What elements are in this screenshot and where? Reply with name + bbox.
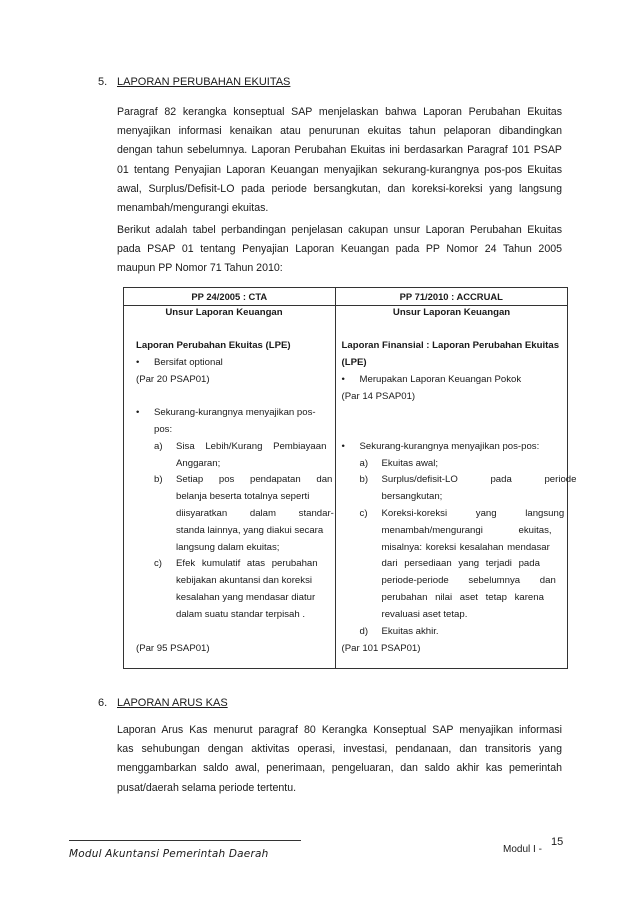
right-item-c-cont6: revaluasi aset tetap. (381, 609, 468, 620)
left-label-c: c) (154, 558, 162, 569)
left-item-a: Sisa Lebih/Kurang Pembiayaan (176, 441, 327, 452)
left-ref-par95: (Par 95 PSAP01) (136, 643, 210, 654)
right-item-b-cont: bersangkutan; (381, 491, 443, 502)
right-item-d: Ekuitas akhir. (381, 626, 439, 637)
left-bullet: • (136, 357, 140, 368)
right-label-a: a) (359, 458, 369, 469)
right-bullet: • (341, 374, 345, 385)
left-subheader: Unsur Laporan Keuangan (165, 307, 283, 318)
section-5-title: LAPORAN PERUBAHAN EKUITAS (117, 76, 291, 88)
table-cell-left (124, 306, 336, 669)
footer-module-label: Modul I - (503, 844, 542, 855)
right-item-b: Surplus/defisit-LO pada periode (381, 474, 577, 485)
right-label-d: d) (359, 626, 369, 637)
section-6-paragraph-1: Laporan Arus Kas menurut paragraf 80 Kerangka Konseptual SAP menyajikan informasi kas sehubungan dengan aktivitas operasi, investasi, pendanaan, dan transitoris yang menggambarkan saldo awal, penerimaan, pengeluaran, dan saldo akhir kas pemerintah pusat/daerah selama periode tertentu. (117, 724, 562, 794)
table-header-left: PP 24/2005 : CTA (124, 288, 336, 306)
left-item-a-cont: Anggaran; (176, 458, 221, 469)
right-item-c-cont3: dari persediaan yang terjadi pada (381, 558, 540, 569)
right-item-pokok: Merupakan Laporan Keuangan Pokok (359, 374, 522, 385)
section-5-number: 5. (98, 76, 108, 88)
left-item-b: Setiap pos pendapatan dan (176, 474, 333, 485)
left-item-b-cont4: langsung dalam ekuitas; (176, 542, 280, 553)
right-item-a: Ekuitas awal; (381, 458, 439, 469)
section-6-title: LAPORAN ARUS KAS (117, 697, 228, 709)
right-lpe-title-cont: (LPE) (341, 357, 367, 368)
table-cell-right (335, 306, 577, 669)
right-item-c-cont4: periode-periode sebelumnya dan (381, 575, 556, 586)
page-number: 15 (551, 836, 564, 848)
left-ref-par20: (Par 20 PSAP01) (136, 374, 210, 385)
footer-rule (69, 840, 301, 841)
table-header-right: PP 71/2010 : ACCRUAL (335, 288, 567, 306)
footer-module-title: Modul Akuntansi Pemerintah Daerah (69, 848, 269, 860)
right-item-minimum: Sekurang-kurangnya menyajikan pos-pos: (359, 441, 540, 452)
right-item-c-cont5: perubahan nilai aset tetap karena (381, 592, 544, 603)
left-item-b-cont3: standa lainnya, yang diakui secara (176, 525, 324, 536)
right-label-c: c) (359, 508, 368, 519)
left-label-a: a) (154, 441, 163, 452)
right-bullet: • (341, 441, 345, 452)
right-ref-par14: (Par 14 PSAP01) (341, 391, 416, 402)
right-ref-par101: (Par 101 PSAP01) (341, 643, 421, 654)
left-item-b-cont2: diisyaratkan dalam standar- (176, 508, 334, 519)
left-bullet: • (136, 407, 140, 418)
right-lpe-title: Laporan Finansial : Laporan Perubahan Ekuitas (341, 340, 560, 351)
left-item-b-cont1: belanja beserta totalnya seperti (176, 491, 310, 502)
right-item-c-cont2: misalnya: koreksi kesalahan mendasar (381, 542, 550, 553)
right-item-c-cont1: menambah/mengurangi ekuitas, (381, 525, 552, 536)
left-item-c-cont3: dalam suatu standar terpisah . (176, 609, 306, 620)
left-item-minimum: Sekurang-kurangnya menyajikan pos- (154, 407, 316, 418)
left-label-b: b) (154, 474, 163, 485)
comparison-table (123, 287, 577, 669)
right-label-b: b) (359, 474, 369, 485)
left-item-c-cont2: kesalahan yang mendasar diatur (176, 592, 316, 603)
section-6-number: 6. (98, 697, 108, 709)
right-subheader: Unsur Laporan Keuangan (392, 307, 511, 318)
section-5-paragraph-2: Berikut adalah tabel perbandingan penjelasan cakupan unsur Laporan Perubahan Ekuitas pada PSAP 01 tentang Penyajian Laporan Keuangan pada PP Nomor 24 Tahun 2005 maupun PP Nomor 71 Tahun 2010: (117, 224, 562, 275)
left-item-minimum-cont: pos: (154, 424, 173, 435)
left-item-optional: Bersifat optional (154, 357, 223, 368)
left-item-c: Efek kumulatif atas perubahan (176, 558, 318, 569)
left-item-c-cont1: kebijakan akuntansi dan koreksi (176, 575, 312, 586)
left-lpe-title: Laporan Perubahan Ekuitas (LPE) (136, 340, 291, 351)
right-item-c: Koreksi-koreksi yang langsung (381, 508, 565, 519)
section-5-paragraph-1: Paragraf 82 kerangka konseptual SAP menjelaskan bahwa Laporan Perubahan Ekuitas menyajikan informasi kenaikan atau penurunan ekuitas tahun pelaporan dibandingkan dengan tahun sebelumnya. Laporan Perubahan Ekuitas ini berdasarkan Paragraf 101 PSAP 01 tentang Penyajian Laporan Keuangan menyajikan sekurang-kurangnya pos-pos Ekuitas awal, Surplus/Defisit-LO pada periode bersangkutan, dan koreksi-koreksi yang langsung menambah/mengurangi ekuitas. (117, 106, 562, 215)
